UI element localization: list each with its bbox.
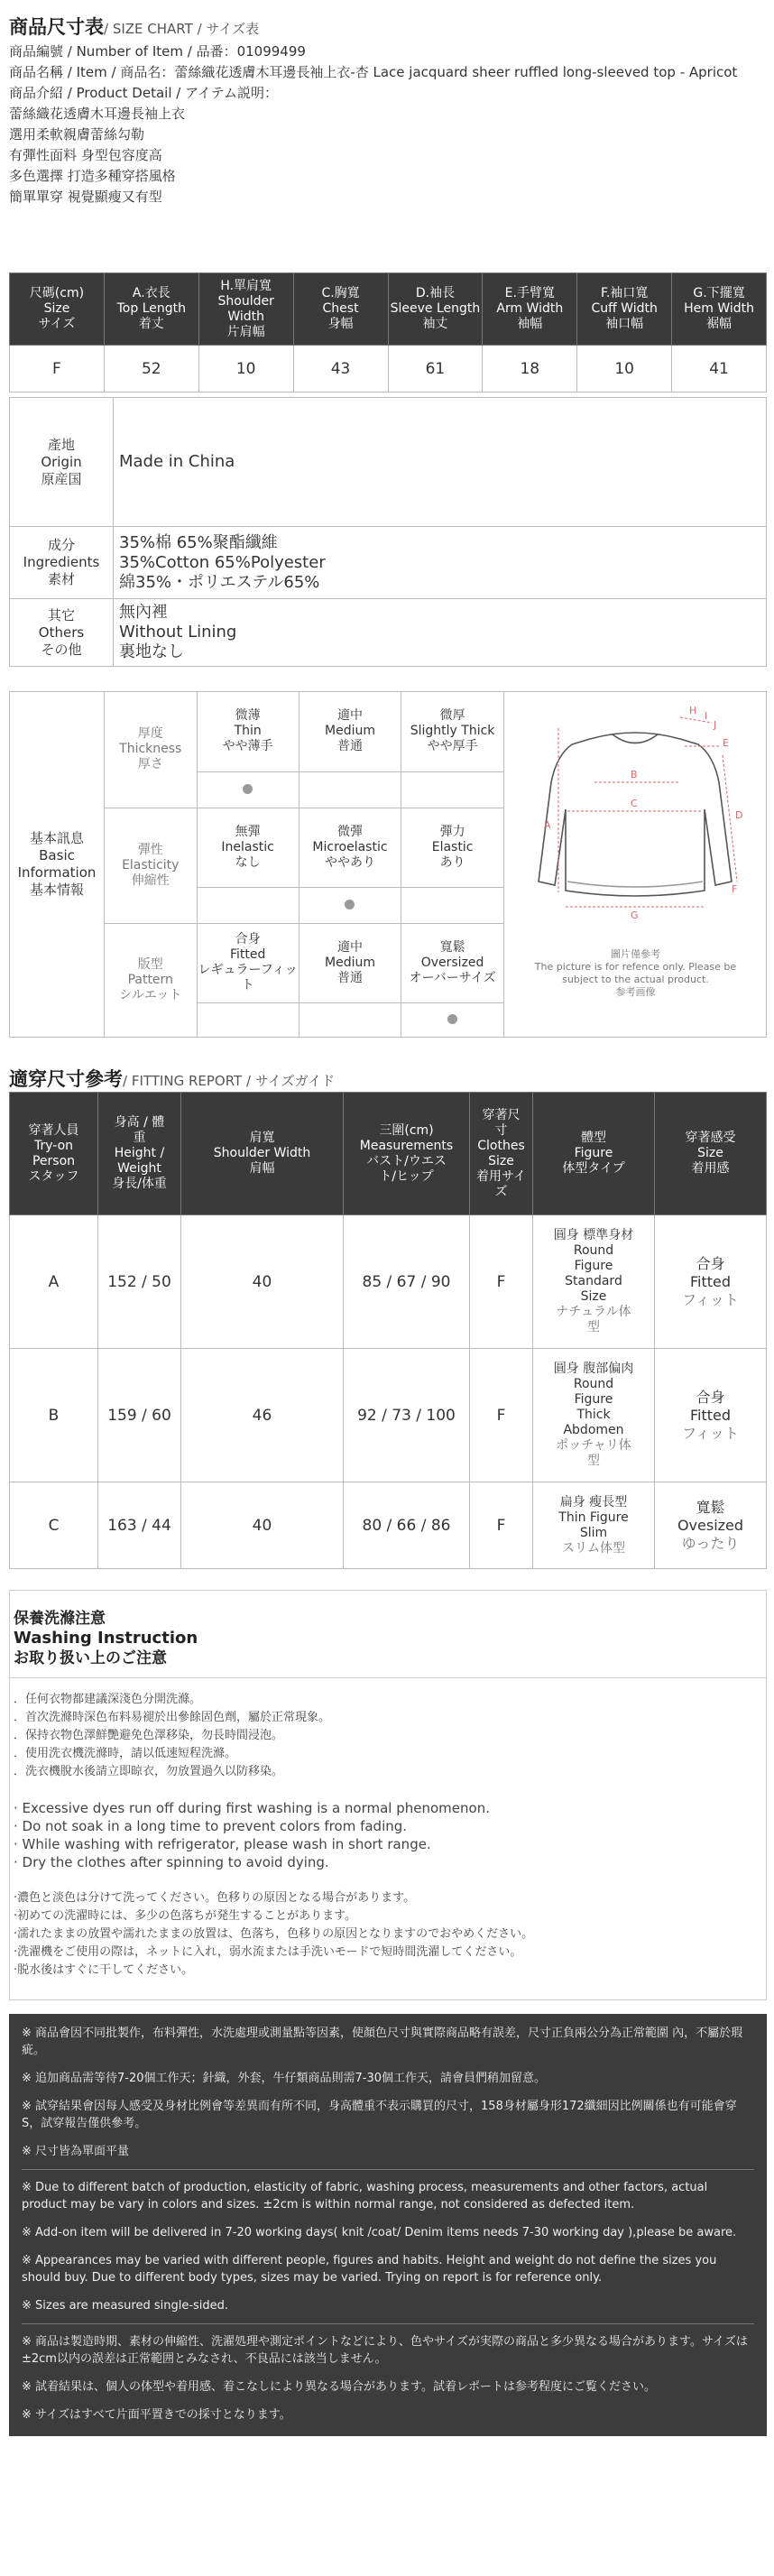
note-line: ※ Sizes are measured single-sided.: [22, 2299, 229, 2313]
properties-table: [9, 397, 767, 667]
shoulder-header: 肩寬 Shoulder Width 肩幅: [181, 1093, 344, 1215]
selected-dot-icon: [243, 784, 253, 794]
thickness-option-thin: 微薄 Thin やや薄手: [197, 692, 299, 771]
washing-panel: [9, 1590, 767, 2000]
shoulder-cell: 46: [181, 1349, 344, 1482]
shoulder-width-header: H.單肩寬 Shoulder Width 片肩幅: [198, 273, 293, 346]
table-cell: 18: [483, 346, 577, 392]
note-line: ※ 尺寸皆為單面平量: [22, 2145, 130, 2158]
product-detail-line: 蕾絲織花透膚木耳邊長袖上衣: [9, 106, 186, 122]
table-row: [10, 1215, 767, 1349]
thickness-label: 厚度 Thickness 厚さ: [105, 692, 197, 808]
origin-label: 產地 Origin 原産国: [10, 398, 114, 527]
garment-diagram: [503, 692, 766, 1037]
product-detail-line: 選用柔軟親膚蕾絲勾勒: [9, 126, 145, 143]
height-weight-cell: 159 / 60: [98, 1349, 181, 1482]
diagram-letter-g: G: [631, 909, 639, 921]
table-cell: 10: [577, 346, 672, 392]
product-detail-line: 多色選擇 打造多種穿搭風格: [9, 168, 176, 184]
chest-header: C.胸寬 Chest 身幅: [293, 273, 388, 346]
thickness-option-thick: 微厚 Slightly Thick やや厚手: [401, 692, 503, 771]
diagram-letter-e: E: [723, 737, 729, 749]
fitting-table: [9, 1092, 767, 1569]
diagram-letter-i: I: [705, 710, 708, 722]
note-line: ※ Appearances may be varied with different people, figures and habits. Height and weight do not define the sizes you should buy. Due to different body types, sizes may be varied. Trying on report is for reference only.: [22, 2254, 717, 2285]
selection-cell: [299, 1002, 401, 1037]
note-line: ※ 商品は製造時期、素材の伸縮性、洗濯処理や測定ポイントなどにより、色やサイズが実際の商品と多少異なる場合があります。サイズは±2cm以内の誤差は正常範囲とみなされ、不良品には該当しません。: [22, 2335, 748, 2366]
product-detail-line: 簡單單穿 視覺顯瘦又有型: [9, 189, 162, 205]
elasticity-option-micro: 微彈 Microelastic ややあり: [299, 808, 401, 887]
others-value: 無內裡 Without Lining 裏地なし: [114, 599, 767, 667]
divider: [22, 2323, 754, 2324]
divider: [22, 2169, 754, 2170]
feel-header: 穿著感受 Size 着用感: [655, 1093, 767, 1215]
basic-info-grid: [105, 692, 503, 1037]
table-cell: 43: [293, 346, 388, 392]
clothes-size-cell: F: [470, 1482, 533, 1569]
person-header: 穿著人員 Try-on Person スタッフ: [10, 1093, 98, 1215]
others-label: 其它 Others その他: [10, 599, 114, 667]
diagram-caption: 圖片僅參考 The picture is for refence only. Please be subject to the actual product. 参考画像: [534, 948, 737, 998]
note-line: ※ 試穿結果會因每人感受及身材比例會等差異而有所不同，身高體重不表示購買的尺寸，158身材屬身形172纖細因比例關係也有可能會穿S，試穿報告僅供參考。: [22, 2100, 737, 2130]
table-cell: 52: [104, 346, 198, 392]
notes-panel: [9, 2014, 767, 2436]
feel-cell: 寬鬆 Ovesized ゆったり: [655, 1482, 767, 1569]
diagram-letter-j: J: [714, 719, 717, 731]
selection-cell: [197, 887, 299, 923]
person-cell: B: [10, 1349, 98, 1482]
figure-header: 體型 Figure 体型タイプ: [533, 1093, 655, 1215]
diagram-letter-h: H: [689, 705, 697, 716]
origin-row: [10, 398, 767, 527]
note-line: ※ 試着結果は、個人の体型や着用感、着こなしにより異なる場合があります。試着レポートは参考程度にご覧ください。: [22, 2380, 656, 2394]
figure-cell: 圓身 標準身材 Round Figure Standard Size ナチュラル体 型: [533, 1215, 655, 1349]
selection-cell: [401, 887, 503, 923]
selection-cell: [299, 771, 401, 808]
pattern-option-fitted: 合身 Fitted レギュラーフィット: [197, 923, 299, 1002]
clothes-size-cell: F: [470, 1349, 533, 1482]
ingredients-value: 35%棉 65%聚酯纖維 35%Cotton 65%Polyester 綿35%・ポリエステル65%: [114, 527, 767, 599]
ingredients-label: 成分 Ingredients 素材: [10, 527, 114, 599]
feel-cell: 合身 Fitted フィット: [655, 1349, 767, 1482]
table-cell: 41: [672, 346, 767, 392]
shoulder-cell: 40: [181, 1482, 344, 1569]
basic-info-label: 基本訊息 Basic Information 基本情報: [10, 692, 105, 1037]
measurements-cell: 80 / 66 / 86: [344, 1482, 470, 1569]
washing-instructions: ．任何衣物都建議深淺色分開洗滌。 ．首次洗滌時深色布料易褪於出參餘固色劑，屬於正常現象。 ．保持衣物色澤鮮艷避免色澤移染，勿長時間浸泡。 ．使用洗衣機洗滌時，請以低速短程洗滌。 ．洗衣機脫水後請立即晾衣，勿放置過久以防移染。 · Excessive dyes run off during first washing is a normal phenomenon. · Do not soak in a long time to prevent colors from fading. · While washing with refrigerator, please wash in short range. · Dry the clothes after spinning to avoid dying. ·濃色と淡色は分けて洗ってください。色移りの原因となる場合があります。 ·初めての洗濯時には、多少の色落ちが発生することがあります。 ·濡れたままの放置や濡れたままの放置は、色落ち，色移りの原因となりますのでおやめください。 ·洗濯機をご使用の際は，ネットに入れ，弱水流または手洗いモードで短時間洗濯してください。 ·脱水後はすぐに干してください。: [10, 1677, 766, 1980]
note-line: ※ Due to different batch of production, elasticity of fabric, washing process, measurements and other factors, actual product may be vary in colors and sizes. ±2cm is within normal range, not considered as defected item.: [22, 2181, 708, 2211]
table-row: [10, 346, 767, 392]
origin-value: Made in China: [114, 398, 767, 527]
pattern-option-medium: 適中 Medium 普通: [299, 923, 401, 1002]
height-weight-header: 身高 / 體 重 Height / Weight 身長/体重: [98, 1093, 181, 1215]
table-row: [10, 1482, 767, 1569]
table-cell: 10: [198, 346, 293, 392]
figure-cell: 圓身 腹部偏肉 Round Figure Thick Abdomen ポッチャリ体 型: [533, 1349, 655, 1482]
size-table: [9, 272, 767, 392]
elasticity-option-inelastic: 無彈 Inelastic なし: [197, 808, 299, 887]
clothes-size-cell: F: [470, 1215, 533, 1349]
diagram-letter-f: F: [732, 883, 738, 895]
selection-cell: [401, 771, 503, 808]
diagram-letter-b: B: [631, 769, 638, 780]
product-detail-label: 商品介紹 / Product Detail / アイテム説明：: [9, 85, 278, 101]
clothes-size-header: 穿著尺 寸 Clothes Size 着用サイ ズ: [470, 1093, 533, 1215]
selection-cell: [401, 1002, 503, 1037]
diagram-letter-c: C: [631, 798, 638, 809]
arm-width-header: E.手臂寬 Arm Width 袖幅: [483, 273, 577, 346]
table-row: [10, 1349, 767, 1482]
measurements-cell: 92 / 73 / 100: [344, 1349, 470, 1482]
size-chart-subtitle: / SIZE CHART / サイズ表: [104, 21, 260, 37]
measurements-header: 三圍(cm) Measurements バスト/ウエス ト/ヒップ: [344, 1093, 470, 1215]
basic-info-panel: [9, 691, 767, 1038]
selection-cell: [299, 887, 401, 923]
feel-cell: 合身 Fitted フィット: [655, 1215, 767, 1349]
height-weight-cell: 163 / 44: [98, 1482, 181, 1569]
note-line: ※ サイズはすべて片面平置きでの採寸となります。: [22, 2408, 291, 2422]
size-chart-header: [9, 13, 767, 40]
fitting-title: 適穿尺寸參考: [9, 1068, 123, 1090]
product-info: [9, 42, 767, 208]
selection-cell: [197, 771, 299, 808]
diagram-letter-a: A: [544, 819, 551, 831]
note-line: ※ Add-on item will be delivered in 7-20 working days( knit /coat/ Denim items needs 7-30 working day ),please be aware.: [22, 2226, 737, 2239]
item-name-line: 商品名稱 / Item / 商品名：蕾絲織花透膚木耳邊長袖上衣-杏 Lace jacquard sheer ruffled long-sleeved top - Apricot: [9, 64, 738, 80]
ingredients-row: [10, 527, 767, 599]
note-line: ※ 追加商品需等待7-20個工作天；針織，外套，牛仔類商品則需7-30個工作天，請會員們稍加留意。: [22, 2072, 547, 2085]
selection-cell: [197, 1002, 299, 1037]
fitting-header: [9, 1065, 767, 1092]
elasticity-option-elastic: 彈力 Elastic あり: [401, 808, 503, 887]
table-cell: 61: [388, 346, 483, 392]
others-row: [10, 599, 767, 667]
measurements-cell: 85 / 67 / 90: [344, 1215, 470, 1349]
height-weight-cell: 152 / 50: [98, 1215, 181, 1349]
size-cell: F: [10, 346, 105, 392]
pattern-label: 版型 Pattern シルエット: [105, 923, 197, 1037]
selected-dot-icon: [345, 900, 355, 909]
elasticity-label: 彈性 Elasticity 伸縮性: [105, 808, 197, 923]
item-number-line: 商品編號 / Number of Item / 品番：01099499: [9, 43, 306, 60]
person-cell: A: [10, 1215, 98, 1349]
size-col-header: 尺碼(cm) Size サイズ: [10, 273, 105, 346]
product-detail-line: 有彈性面料 身型包容度高: [9, 147, 162, 163]
thickness-option-medium: 適中 Medium 普通: [299, 692, 401, 771]
selected-dot-icon: [447, 1014, 457, 1024]
hem-width-header: G.下擺寬 Hem Width 裾幅: [672, 273, 767, 346]
size-chart-title: 商品尺寸表: [9, 16, 104, 38]
person-cell: C: [10, 1482, 98, 1569]
cuff-width-header: F.袖口寬 Cuff Width 袖口幅: [577, 273, 672, 346]
shoulder-cell: 40: [181, 1215, 344, 1349]
top-length-header: A.衣長 Top Length 着丈: [104, 273, 198, 346]
pattern-option-oversized: 寬鬆 Oversized オーバーサイズ: [401, 923, 503, 1002]
washing-title: 保養洗滌注意 Washing Instruction お取り扱い上のご注意: [14, 1610, 198, 1667]
diagram-letter-d: D: [735, 809, 743, 821]
sleeve-length-header: D.袖長 Sleeve Length 袖丈: [388, 273, 483, 346]
figure-cell: 扁身 瘦長型 Thin Figure Slim スリム体型: [533, 1482, 655, 1569]
fitting-subtitle: / FITTING REPORT / サイズガイド: [123, 1073, 336, 1089]
note-line: ※ 商品會因不同批製作，布料彈性，水洗處理或測量點等因素，使顏色尺寸與實際商品略有誤差，尺寸正負兩公分為正常範圍 內，不屬於瑕疵。: [22, 2027, 743, 2057]
